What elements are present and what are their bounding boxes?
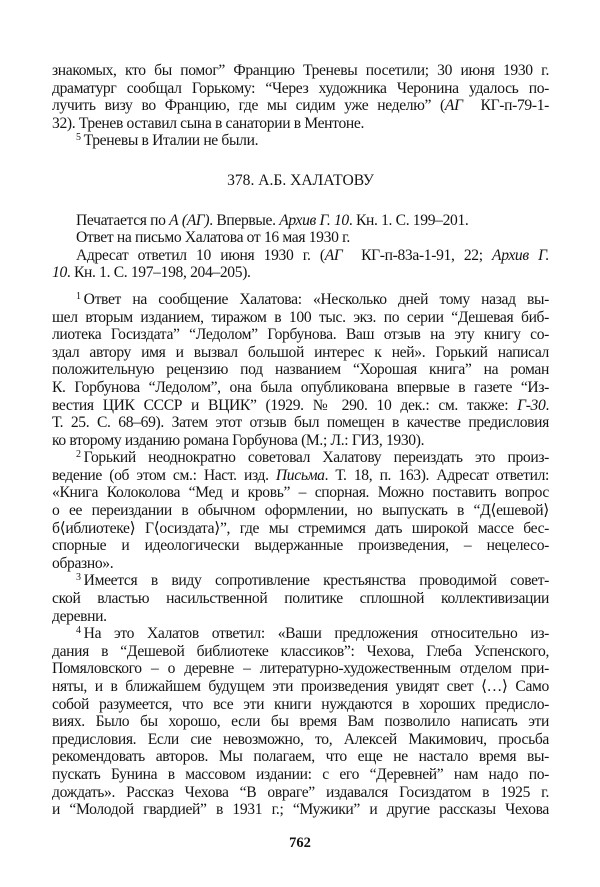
text-line: о ее переиздании в обычном оформлении, но выпускать в “Д⟨ешевой⟩ <box>52 502 549 520</box>
text-fragment: . Кн. 1. С. 199–201. <box>348 211 469 229</box>
text-fragment: Горький неоднократно советовал Халатову переиздать это произ- <box>83 449 549 467</box>
text-line: собой разумеется, что все эти книги нуждаются в хороших предисло- <box>52 695 549 713</box>
footnote-number: 2 <box>76 449 81 461</box>
text-fragment: Печатается по <box>76 211 170 229</box>
text-fragment: КГ-п-83а-1-91, 22; <box>342 246 493 264</box>
footnote-5 <box>52 132 549 150</box>
text-fragment: Ответ на сообщение Халатова: «Несколько дней тому назад вы- <box>83 290 549 308</box>
text-line <box>52 97 549 115</box>
text-line: Т. 25. С. 68–69). Затем этот отзыв был помещен в качестве предисловия <box>52 414 549 432</box>
italic-fragment: Письма <box>275 466 325 484</box>
continued-note <box>52 62 549 132</box>
text-line <box>52 264 549 282</box>
text-fragment: На это Халатов ответил: «Ваши предложения относительно из- <box>83 625 549 643</box>
text-line: Помяловского – о деревне – литературно-художественным отделом при- <box>52 660 549 678</box>
text-line <box>52 247 549 265</box>
text-fragment: . <box>545 396 549 414</box>
text-line: пускать Бунина в массовом издании: с его “Деревней” нам надо по- <box>52 765 549 783</box>
text-line: К. Горбунова “Ледолом”, она была опубликована впервые в газете “Из- <box>52 378 549 396</box>
text-line <box>52 291 549 309</box>
text-fragment: . Т. 18, п. 163). Адресат ответил: <box>324 466 549 484</box>
text-fragment: Имеется в виду сопротивление крестьянства проводимой совет- <box>83 572 549 590</box>
text-line: лиотека Госиздата” “Ледолом” Горбунова. Ваш отзыв на эту книгу со- <box>52 326 549 344</box>
text-fragment: ведение (об этом см.: Наст. изд. <box>52 466 276 484</box>
text-line: деревни. <box>52 607 107 625</box>
text-fragment: вестия ЦИК СССР и ВЦИК” (1929. № 290. 10 дек.: см. также: <box>52 396 518 414</box>
page-body <box>52 62 549 819</box>
footnote-3 <box>52 572 549 625</box>
text-line: спорные и идеологически выдержанные произведения, – нецелесо- <box>52 537 549 555</box>
text-line: ской властью насильственной политике сплошной коллективизации <box>52 590 549 608</box>
italic-fragment: Г-30 <box>517 396 546 414</box>
text-line: шел вторым изданием, тиражом в 100 тыс. экз. по серии “Дешевая биб- <box>52 308 549 326</box>
footnote-number: 5 <box>76 132 81 144</box>
text-fragment: КГ-п-79-1- <box>462 97 549 115</box>
italic-fragment: Архив Г. 10 <box>279 211 349 229</box>
text-line: дождать». Рассказ Чехова “В овраге” издавался Госиздатом в 1925 г. <box>52 783 549 801</box>
text-line: рекомендовать авторов. Мы полагаем, что еще не настало время вы- <box>52 748 549 766</box>
footnote-number: 3 <box>76 572 81 584</box>
text-fragment: лучить визу во Францию, где мы сидим уже неделю” ( <box>52 97 445 115</box>
text-line <box>52 212 549 230</box>
text-line <box>52 572 549 590</box>
text-fragment: Треневы в Италии не были. <box>83 132 259 150</box>
footnote-1 <box>52 291 549 449</box>
text-fragment: . Кн. 1. С. 197–198, 204–205). <box>66 264 251 282</box>
text-line: виях. Было бы хорошо, если бы время Вам позволило написать эти <box>52 713 549 731</box>
text-line: положительную рецензию под названием “Хорошая книга” на роман <box>52 361 549 379</box>
footnote-4 <box>52 625 549 819</box>
footnote-2 <box>52 449 549 572</box>
text-line <box>52 625 549 643</box>
text-line: предисловия. Если сие невозможно, то, Алексей Макимович, просьба <box>52 730 549 748</box>
text-line: няты, и в ближайшем будущем эти произведения увидят свет ⟨…⟩ Само <box>52 678 549 695</box>
text-fragment: . Впервые. <box>209 211 280 229</box>
text-line: Ответ на письмо Халатова от 16 мая 1930 г. <box>76 229 350 247</box>
text-line: драматург сообщал Горькому: “Через художника Черонина удалось по- <box>52 79 549 97</box>
italic-fragment: АГ <box>324 246 343 264</box>
text-line: дания в “Дешевой библиотеке классиков”: Чехова, Глеба Успенского, <box>52 642 549 660</box>
spacer <box>52 282 549 291</box>
text-line: 32). Тренев оставил сына в санатории в Ментоне. <box>52 114 365 132</box>
text-line: здал автору имя и вызвал большой интерес к ней». Горький написал <box>52 343 549 361</box>
text-line: знакомых, кто бы помог” Францию Треневы посетили; 30 июня 1930 г. <box>52 62 549 79</box>
footnote-number: 4 <box>76 625 81 637</box>
text-line <box>52 132 549 150</box>
italic-fragment: А (АГ) <box>169 211 210 229</box>
text-line: образно». <box>52 554 114 572</box>
text-line <box>52 449 549 467</box>
page-number: 762 <box>289 835 311 851</box>
text-line <box>52 397 549 415</box>
italic-fragment: 10 <box>52 264 67 282</box>
letter-heading: 378. А.Б. ХАЛАТОВУ <box>227 171 374 189</box>
text-line: «Книга Колоколова “Мед и кровь” – спорная. Можно поставить вопрос <box>52 484 549 502</box>
text-line <box>52 467 549 485</box>
footnote-number: 1 <box>76 290 81 302</box>
archive-abbrev: АГ <box>444 97 463 115</box>
text-line: и “Молодой гвардией” в 1931 г.; “Мужики” и другие рассказы Чехова <box>52 801 549 819</box>
text-fragment: Адресат ответил 10 июня 1930 г. ( <box>76 246 325 264</box>
text-line: б⟨иблиотеке⟩ Г⟨осиздата⟩”, где мы стремимся дать широкой массе бес- <box>52 519 549 537</box>
italic-fragment: Архив Г. <box>492 246 549 264</box>
text-line: ко второму изданию романа Горбунова (М.; Л.: ГИЗ, 1930). <box>52 431 425 449</box>
source-note <box>52 212 549 282</box>
